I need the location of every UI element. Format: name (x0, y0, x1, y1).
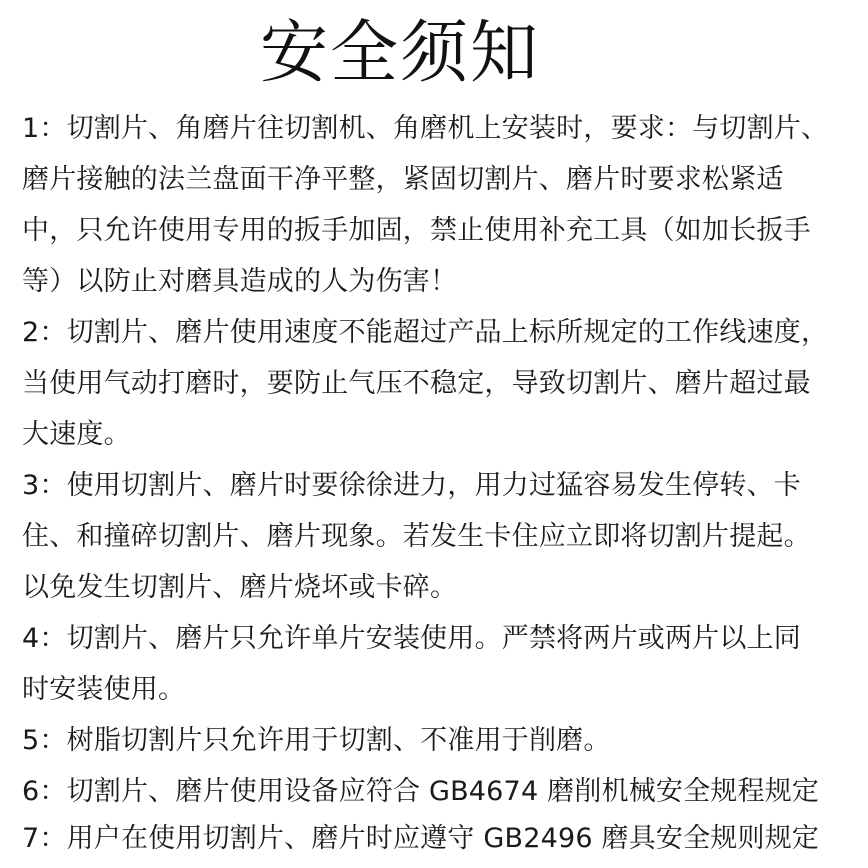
notice-line: 1：切割片、角磨片往切割机、角磨机上安装时，要求：与切割片、 (22, 113, 829, 144)
notice-line: 2：切割片、磨片使用速度不能超过产品上标所规定的工作线速度， (22, 317, 829, 348)
notice-line: 住、和撞碎切割片、磨片现象。若发生卡住应立即将切割片提起。 (22, 521, 811, 552)
notice-line: 4：切割片、磨片只允许单片安装使用。严禁将两片或两片以上同 (22, 623, 801, 654)
notice-line: 3：使用切割片、磨片时要徐徐进力，用力过猛容易发生停转、卡 (22, 470, 801, 501)
page-title: 安全须知 (259, 14, 540, 93)
notice-line: 时安装使用。 (22, 674, 186, 705)
notice-line: 当使用气动打磨时，要防止气压不稳定，导致切割片、磨片超过最 (22, 368, 811, 399)
notice-line: 以免发生切割片、磨片烧坏或卡碎。 (22, 572, 458, 603)
notice-line: 5：树脂切割片只允许用于切割、不准用于削磨。 (22, 725, 611, 756)
notice-line: 中，只允许使用专用的扳手加固，禁止使用补充工具（如加长扳手 (22, 215, 811, 246)
notice-line: 磨片接触的法兰盘面干净平整，紧固切割片、磨片时要求松紧适 (22, 164, 784, 195)
notice-line: 大速度。 (22, 419, 131, 450)
notice-line: 等）以防止对磨具造成的人为伤害！ (22, 266, 458, 297)
notice-line: 6：切割片、磨片使用设备应符合 GB4674 磨削机械安全规程规定 (22, 776, 820, 807)
notice-line: 7：用户在使用切割片、磨片时应遵守 GB2496 磨具安全规则规定 (22, 823, 820, 854)
